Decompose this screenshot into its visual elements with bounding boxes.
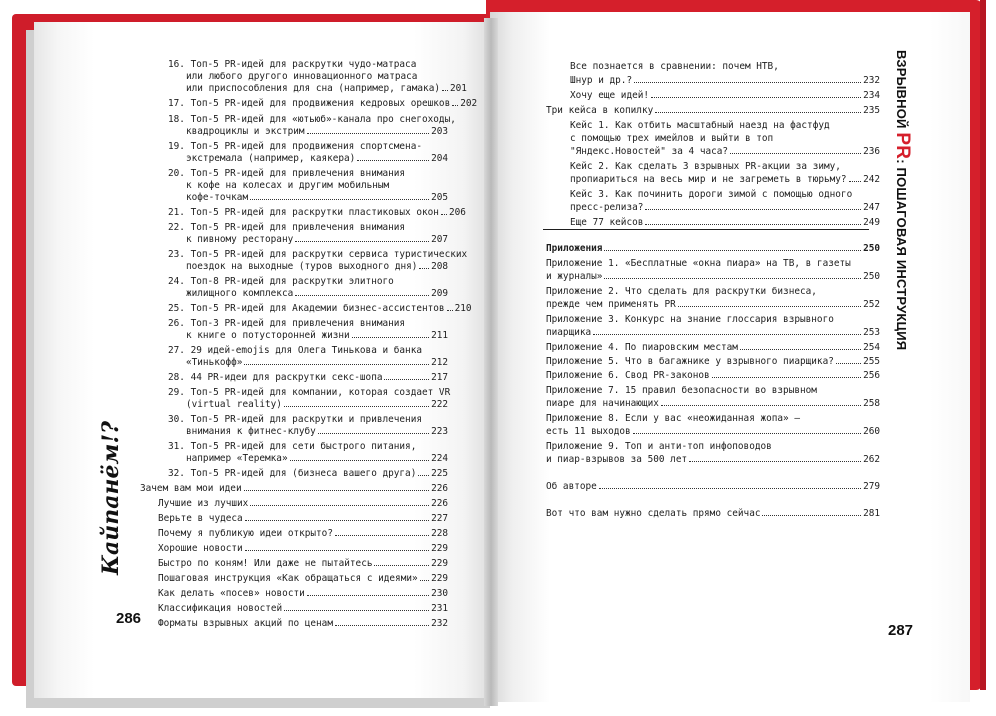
toc-entry [168, 59, 416, 71]
toc-entry-page: 235 [863, 105, 880, 116]
toc-entry-page: 209 [431, 288, 448, 299]
toc-entry-title: пропиариться на весь мир и не загреметь в тюрьму? [570, 174, 847, 185]
toc-entry-title: Хочу еще идей! [570, 90, 650, 101]
toc-entry [168, 141, 422, 153]
toc-entry [140, 483, 448, 495]
toc-entry-title: к книге о потусторонней жизни [186, 330, 350, 341]
toc-entry [168, 441, 416, 453]
toc-entry-title: «Тинькофф» [186, 357, 243, 368]
toc-entry-title: 31. Топ-5 PR-идей для сети быстрого питания, [168, 441, 417, 452]
toc-entry [168, 98, 478, 110]
toc-entry [168, 249, 467, 261]
toc-entry-title: 16. Топ-5 PR-идей для раскрутки чудо-матраса [168, 59, 417, 70]
toc-entry [546, 314, 834, 326]
toc-entry-page: 260 [863, 426, 880, 437]
toc-leader-dots [384, 379, 429, 380]
toc-entry [546, 370, 880, 382]
toc-leader-dots [836, 363, 861, 364]
toc-entry [546, 413, 800, 425]
toc-leader-dots [318, 433, 429, 434]
toc-entry-title: 19. Топ-5 PR-идей для продвижения спортсмена- [168, 141, 422, 152]
toc-entry-title: Быстро по коням! Или даже не пытайтесь [158, 558, 373, 569]
right-running-title-text [890, 50, 914, 350]
toc-entry-title: Приложение 6. Свод PR-законов [546, 370, 710, 381]
toc-leader-dots [849, 181, 861, 182]
toc-entry-title: к кофе на колесах и другим мобильным [186, 180, 390, 191]
toc-entry-title: 24. Топ-8 PR-идей для раскрутки элитного [168, 276, 394, 287]
toc-entry [546, 454, 880, 466]
toc-entry-page: 279 [863, 481, 880, 492]
toc-entry-page: 203 [431, 126, 448, 137]
toc-entry-title: Все познается в сравнении: почем НТВ, [570, 61, 779, 72]
toc-leader-dots [250, 505, 429, 506]
toc-entry-title: 22. Топ-5 PR-идей для привлечения внимания [168, 222, 406, 233]
toc-entry-page: 226 [431, 483, 448, 494]
toc-leader-dots [335, 535, 429, 536]
toc-entry [546, 243, 880, 255]
toc-entry-title: экстремала (например, каякера) [186, 153, 356, 164]
toc-entry-title: пресс-релиза? [570, 202, 644, 213]
toc-entry-title: или любого другого инновационного матраса [186, 71, 418, 82]
toc-entry [186, 426, 448, 438]
toc-entry [158, 558, 448, 570]
toc-entry-page: 223 [431, 426, 448, 437]
toc-entry [570, 75, 880, 87]
right-page-number: 287 [888, 622, 914, 639]
toc-entry [570, 161, 841, 173]
toc-entry-title: или приспособления для сна (например, гамака) [186, 83, 440, 94]
toc-entry-page: 256 [863, 370, 880, 381]
toc-entry [546, 385, 817, 397]
toc-entry-page: 262 [863, 454, 880, 465]
toc-entry-title: Кейс 2. Как сделать 3 взрывных PR-акции за зиму, [570, 161, 841, 172]
toc-entry-title: Верьте в чудеса [158, 513, 243, 524]
toc-entry-page: 236 [863, 146, 880, 157]
toc-entry-page: 250 [863, 243, 880, 254]
running-title-post: : ПОШАГОВАЯ ИНСТРУКЦИЯ [894, 159, 909, 351]
toc-entry [186, 192, 448, 204]
toc-entry [546, 342, 880, 354]
toc-entry-title: и журналы» [546, 271, 603, 282]
toc-leader-dots [442, 90, 448, 91]
toc-entry-title: Приложение 5. Что в багажнике у взрывного пиарщика? [546, 356, 834, 367]
toc-entry [570, 217, 880, 229]
toc-entry [158, 618, 448, 630]
toc-entry [546, 105, 880, 117]
toc-leader-dots [284, 610, 429, 611]
toc-entry [158, 603, 448, 615]
toc-leader-dots [452, 105, 458, 106]
toc-entry-title: поездок на выходные (туров выходного дня) [186, 261, 418, 272]
toc-entry [546, 327, 880, 339]
toc-entry [168, 468, 448, 480]
toc-leader-dots [357, 160, 429, 161]
book-gutter [484, 18, 498, 706]
toc-leader-dots [655, 112, 861, 113]
toc-entry-page: 207 [431, 234, 448, 245]
toc-entry-page: 217 [431, 372, 448, 383]
toc-entry-title: 20. Топ-5 PR-идей для привлечения внимания [168, 168, 406, 179]
toc-entry [186, 261, 448, 273]
toc-entry-title: 32. Топ-5 PR-идей для (бизнеса вашего друга) [168, 468, 417, 479]
toc-entry-page: 281 [863, 508, 880, 519]
toc-entry [186, 330, 448, 342]
toc-entry [570, 189, 852, 201]
toc-entry [186, 153, 448, 165]
toc-entry-title: Шнур и др.? [570, 75, 633, 86]
toc-entry-page: 242 [863, 174, 880, 185]
toc-entry-title: например «Теремка» [186, 453, 288, 464]
toc-leader-dots [651, 97, 861, 98]
toc-entry-title: Хорошие новости [158, 543, 243, 554]
toc-entry-title: "Яндекс.Новостей" за 4 часа? [570, 146, 729, 157]
toc-leader-dots [250, 199, 429, 200]
toc-entry [546, 441, 772, 453]
toc-entry-title: 27. 29 идей-emojis для Олега Тинькова и банка [168, 345, 422, 356]
toc-entry [546, 508, 880, 520]
toc-leader-dots [295, 295, 429, 296]
toc-entry [546, 481, 880, 493]
toc-entry [570, 146, 880, 158]
left-page-number: 286 [116, 610, 142, 627]
toc-entry-title: с помощью трех имейлов и выйти в топ [570, 133, 774, 144]
toc-entry-page: 258 [863, 398, 880, 409]
toc-entry-title: Классификация новостей [158, 603, 283, 614]
toc-leader-dots [740, 349, 861, 350]
left-running-title-text: Кайпанём!? [98, 421, 124, 576]
toc-leader-dots [730, 153, 861, 154]
toc-entry-title: Приложение 7. 15 правил безопасности во взрывном [546, 385, 817, 396]
toc-entry-title: 26. Топ-3 PR-идей для привлечения внимания [168, 318, 406, 329]
toc-entry-title: Почему я публикую идеи открыто? [158, 528, 333, 539]
toc-entry-page: 228 [431, 528, 448, 539]
toc-entry-title: Вот что вам нужно сделать прямо сейчас [546, 508, 761, 519]
toc-leader-dots [244, 364, 429, 365]
toc-entry [168, 276, 394, 288]
toc-entry [168, 414, 422, 426]
toc-leader-dots [604, 278, 861, 279]
right-running-title [890, 50, 914, 350]
toc-entry-title: квадроциклы и экстрим [186, 126, 305, 137]
toc-entry-page: 226 [431, 498, 448, 509]
toc-entry [158, 573, 448, 585]
toc-entry-title: Зачем вам мои идеи [140, 483, 242, 494]
toc-entry-title: Приложение 1. «Бесплатные «окна пиара» на ТВ, в газеты [546, 258, 851, 269]
toc-leader-dots [419, 268, 429, 269]
toc-entry-title: пиарщика [546, 327, 592, 338]
toc-entry-page: 250 [863, 271, 880, 282]
toc-entry-title: Приложение 4. По пиаровским местам [546, 342, 738, 353]
toc-entry [158, 543, 448, 555]
toc-entry-page: 202 [460, 98, 478, 109]
toc-entry [546, 286, 817, 298]
toc-entry-title: пиаре для начинающих [546, 398, 659, 409]
toc-entry-page: 222 [431, 399, 448, 410]
toc-leader-dots [447, 310, 453, 311]
toc-leader-dots [604, 250, 861, 251]
toc-entry [186, 83, 467, 95]
toc-entry-title: есть 11 выходов [546, 426, 631, 437]
toc-entry [168, 114, 456, 126]
toc-entry [546, 258, 851, 270]
toc-entry-page: 210 [454, 303, 472, 314]
toc-entry-page: 247 [863, 202, 880, 213]
toc-entry-page: 232 [863, 75, 880, 86]
toc-entry-title: 25. Топ-5 PR-идей для Академии бизнес-ассистентов [168, 303, 445, 314]
toc-divider [543, 229, 869, 230]
toc-leader-dots [420, 580, 429, 581]
toc-entry-page: 229 [431, 573, 448, 584]
toc-entry-title: Как делать «посев» новости [158, 588, 305, 599]
left-running-title [96, 408, 126, 588]
toc-entry-title: Приложение 3. Конкурс на знание глоссария взрывного [546, 314, 834, 325]
toc-entry-title: (virtual reality) [186, 399, 282, 410]
toc-entry [168, 372, 448, 384]
toc-entry-page: 227 [431, 513, 448, 524]
toc-entry-page: 201 [450, 83, 467, 94]
toc-entry [570, 202, 880, 214]
toc-leader-dots [593, 334, 861, 335]
toc-entry [186, 126, 448, 138]
toc-entry-title: Лучшие из лучших [158, 498, 249, 509]
toc-entry [186, 288, 448, 300]
toc-leader-dots [244, 490, 429, 491]
toc-leader-dots [307, 595, 429, 596]
toc-entry [168, 222, 405, 234]
toc-entry-page: 231 [431, 603, 448, 614]
toc-entry-page: 230 [431, 588, 448, 599]
toc-entry-title: к пивному ресторану [186, 234, 294, 245]
toc-entry [168, 303, 472, 315]
toc-entry [186, 180, 389, 192]
toc-entry-title: Форматы взрывных акций по ценам [158, 618, 333, 629]
toc-entry [168, 168, 405, 180]
toc-entry-title: 18. Топ-5 PR-идей для «ютьюб»-канала про снегоходы, [168, 114, 456, 125]
toc-entry-page: 204 [431, 153, 448, 164]
toc-entry-page: 212 [431, 357, 448, 368]
toc-entry-title: кофе-точкам [186, 192, 249, 203]
toc-entry-page: 224 [431, 453, 448, 464]
toc-entry-page: 253 [863, 327, 880, 338]
toc-entry-page: 254 [863, 342, 880, 353]
toc-leader-dots [661, 405, 861, 406]
toc-entry [570, 174, 880, 186]
toc-entry [546, 356, 880, 368]
toc-entry-title: Пошаговая инструкция «Как обращаться с идеями» [158, 573, 418, 584]
toc-entry-title: 23. Топ-5 PR-идей для раскрутки сервиса туристических [168, 249, 468, 260]
toc-entry [158, 513, 448, 525]
toc-entry-page: 249 [863, 217, 880, 228]
toc-leader-dots [633, 433, 861, 434]
toc-entry-page: 208 [431, 261, 448, 272]
toc-entry [546, 299, 880, 311]
toc-entry [158, 498, 448, 510]
toc-leader-dots [295, 241, 429, 242]
toc-leader-dots [762, 515, 861, 516]
toc-entry-title: 29. Топ-5 PR-идей для компании, которая создает VR [168, 387, 451, 398]
toc-entry [570, 120, 830, 132]
toc-entry [168, 387, 450, 399]
toc-entry-title: жилищного комплекса [186, 288, 294, 299]
toc-leader-dots [678, 306, 861, 307]
cover-edge [980, 0, 986, 690]
toc-entry [570, 133, 773, 145]
toc-leader-dots [245, 550, 429, 551]
toc-entry-title: Еще 77 кейсов [570, 217, 644, 228]
toc-entry-page: 232 [431, 618, 448, 629]
running-title-pr: PR [892, 132, 913, 160]
toc-entry-title: Об авторе [546, 481, 597, 492]
toc-entry-page: 229 [431, 543, 448, 554]
toc-entry-title: 28. 44 PR-идеи для раскрутки секс-шопа [168, 372, 383, 383]
toc-entry-page: 252 [863, 299, 880, 310]
toc-entry-page: 229 [431, 558, 448, 569]
toc-entry [186, 234, 448, 246]
running-title-pre: ВЗРЫВНОЙ [894, 50, 909, 133]
toc-entry-page: 234 [863, 90, 880, 101]
toc-entry [168, 207, 466, 219]
toc-entry [546, 271, 880, 283]
toc-entry-title: Приложения [546, 243, 603, 254]
toc-entry [158, 588, 448, 600]
toc-entry-page: 255 [863, 356, 880, 367]
toc-leader-dots [645, 224, 861, 225]
toc-entry [546, 426, 880, 438]
toc-leader-dots [634, 82, 861, 83]
toc-leader-dots [284, 406, 429, 407]
toc-leader-dots [307, 133, 430, 134]
toc-entry [158, 528, 448, 540]
toc-leader-dots [599, 488, 861, 489]
toc-entry [168, 345, 422, 357]
toc-entry [186, 453, 448, 465]
toc-entry-title: и пиар-взрывов за 500 лет [546, 454, 688, 465]
toc-entry-title: Приложение 8. Если у вас «неожиданная жопа» — [546, 413, 800, 424]
toc-entry-title: прежде чем применять PR [546, 299, 676, 310]
toc-entry-page: 211 [431, 330, 448, 341]
toc-entry-title: 17. Топ-5 PR-идей для продвижения кедровых орешков [168, 98, 451, 109]
toc-entry [186, 357, 448, 369]
toc-entry-title: Приложение 2. Что сделать для раскрутки бизнеса, [546, 286, 817, 297]
toc-leader-dots [290, 460, 429, 461]
toc-entry [570, 90, 880, 102]
toc-leader-dots [352, 337, 429, 338]
toc-entry-title: 30. Топ-5 PR-идей для раскрутки и привлечения [168, 414, 422, 425]
toc-leader-dots [645, 209, 861, 210]
toc-entry-title: Кейс 3. Как починить дороги зимой с помощью одного [570, 189, 853, 200]
toc-leader-dots [374, 565, 429, 566]
toc-entry [186, 399, 448, 411]
toc-entry [570, 61, 779, 73]
toc-entry-title: Три кейса в копилку [546, 105, 654, 116]
toc-entry-title: Кейс 1. Как отбить масштабный наезд на фастфуд [570, 120, 830, 131]
toc-leader-dots [418, 475, 429, 476]
toc-entry-title: внимания к фитнес-клубу [186, 426, 316, 437]
toc-entry-title: Приложение 9. Топ и анти-топ инфоповодов [546, 441, 772, 452]
toc-entry-page: 205 [431, 192, 448, 203]
toc-leader-dots [441, 214, 447, 215]
toc-leader-dots [335, 625, 429, 626]
toc-leader-dots [712, 377, 861, 378]
toc-entry [168, 318, 405, 330]
toc-entry [186, 71, 417, 83]
toc-entry-title: 21. Топ-5 PR-идей для раскрутки пластиковых окон [168, 207, 439, 218]
toc-entry-page: 206 [448, 207, 466, 218]
toc-entry-page: 225 [431, 468, 448, 479]
toc-leader-dots [245, 520, 429, 521]
toc-leader-dots [689, 461, 861, 462]
toc-entry [546, 398, 880, 410]
